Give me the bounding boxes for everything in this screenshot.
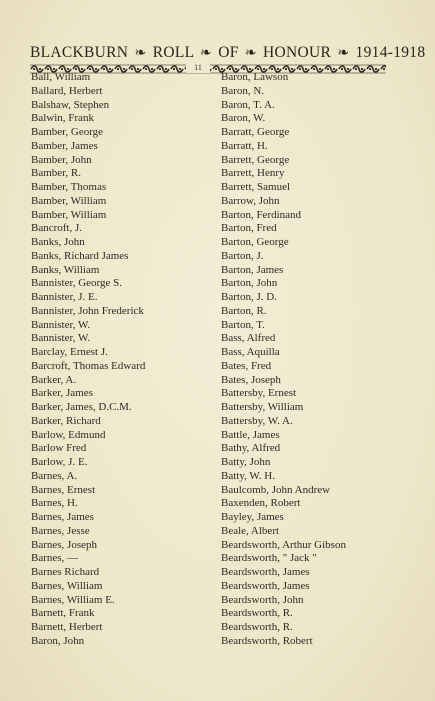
name-entry: Barnes, Jesse xyxy=(31,524,90,537)
name-entry: Barlow, J. E. xyxy=(31,456,88,468)
name-entry: Bannister, John Frederick xyxy=(31,304,144,317)
name-entry: Baron, John xyxy=(31,634,85,647)
name-entry: Barnes Richard xyxy=(31,566,100,578)
name-entry: Barrett, George xyxy=(221,153,290,166)
name-entry: Beardsworth, R. xyxy=(221,621,293,633)
name-entry: Balwin, Frank xyxy=(31,112,94,125)
name-entry: Barlow Fred xyxy=(31,442,87,455)
fleuron-separator-icon: ❧ xyxy=(199,46,213,61)
name-entry: Barton, R. xyxy=(221,304,267,317)
name-entry: Barton, Ferdinand xyxy=(221,208,302,221)
name-entry: Barcroft, Thomas Edward xyxy=(31,359,146,372)
name-entry: Bannister, George S. xyxy=(31,277,123,290)
name-entry: Baulcomb, John Andrew xyxy=(221,483,331,496)
name-entry: Batty, John xyxy=(221,456,271,468)
name-entry: Barrett, Henry xyxy=(221,167,285,180)
name-entry: Barnett, Herbert xyxy=(31,621,103,633)
name-entry: Ball, William xyxy=(31,71,91,83)
name-entry: Balshaw, Stephen xyxy=(31,98,110,111)
name-entry: Barnes, William E. xyxy=(31,593,115,606)
name-entry: Bamber, Thomas xyxy=(31,181,107,193)
name-entry: Barnes, James xyxy=(31,511,94,523)
name-entry: Bass, Alfred xyxy=(221,332,276,345)
name-entry: Barton, John xyxy=(221,277,278,290)
name-entry: Baron, Lawson xyxy=(221,71,289,83)
name-entry: Bannister, W. xyxy=(31,332,91,345)
names-column-right xyxy=(221,71,346,649)
name-entry: Barrett, Samuel xyxy=(221,181,291,193)
name-entry: Barker, James xyxy=(31,387,93,400)
name-entry: Beale, Albert xyxy=(221,524,280,537)
name-entry: Barlow, Edmund xyxy=(31,428,106,441)
name-entry: Barker, James, D.C.M. xyxy=(31,401,132,413)
name-entry: Bates, Fred xyxy=(221,359,272,372)
name-entry: Barton, George xyxy=(221,236,289,248)
name-entry: Beardsworth, Arthur Gibson xyxy=(221,538,346,551)
name-entry: Bannister, J. E. xyxy=(31,291,98,303)
name-entry: Barton, T. xyxy=(221,318,265,331)
name-entry: Beardsworth, James xyxy=(221,579,310,592)
name-entry: Barnes, Ernest xyxy=(31,483,96,496)
name-entry: Banks, John xyxy=(31,236,85,248)
name-entry: Barnett, Frank xyxy=(31,607,95,620)
name-entry: Bates, Joseph xyxy=(221,373,281,386)
name-entry: Barton, James xyxy=(221,263,284,276)
name-entry: Barton, J. xyxy=(221,249,264,262)
name-entry: Barnes, Joseph xyxy=(31,538,97,551)
name-entry: Beardsworth, Robert xyxy=(221,634,313,647)
name-entry: Bamber, James xyxy=(31,139,98,152)
name-entry: Beardsworth, James xyxy=(221,566,310,578)
name-entry: Baron, T. A. xyxy=(221,98,275,111)
title-word-roll: ROLL xyxy=(152,44,194,61)
name-entry: Bancroft, J. xyxy=(31,222,83,235)
name-entry: Barton, J. D. xyxy=(221,291,277,303)
name-entry: Ballard, Herbert xyxy=(31,84,103,97)
fleuron-separator-icon: ❧ xyxy=(244,46,257,61)
name-entry: Barclay, Ernest J. xyxy=(31,346,108,358)
title-years: 1914-1918 xyxy=(355,44,426,61)
name-entry: Battersby, W. A. xyxy=(221,414,293,427)
page-title xyxy=(30,44,426,62)
name-entry: Beardsworth, R. xyxy=(221,607,293,620)
name-entry: Bamber, George xyxy=(31,126,104,138)
name-entry: Barker, Richard xyxy=(31,414,101,427)
title-word-of: OF xyxy=(218,44,239,61)
name-entry: Barnes, H. xyxy=(31,497,78,510)
name-entry: Beardsworth, John xyxy=(221,593,304,606)
name-entry: Barnes, William xyxy=(31,579,103,592)
page-number: 11 xyxy=(186,63,210,73)
name-entry: Batty, W. H. xyxy=(221,469,275,482)
name-entry: Beardsworth, " Jack " xyxy=(221,552,317,565)
name-entry: Barnes, — xyxy=(31,552,79,565)
name-entry: Baron, W. xyxy=(221,112,266,125)
name-entry: Baron, N. xyxy=(221,84,265,97)
name-entry: Bamber, R. xyxy=(31,167,81,180)
name-entry: Bamber, William xyxy=(31,208,107,221)
name-entry: Battersby, William xyxy=(221,401,304,413)
name-entry: Bannister, W. xyxy=(31,318,91,331)
name-entry: Bamber, John xyxy=(31,153,92,166)
name-entry: Barratt, H. xyxy=(221,139,268,152)
name-entry: Bamber, William xyxy=(31,194,107,207)
name-entry: Barnes, A. xyxy=(31,469,78,482)
title-word-honour: HONOUR xyxy=(263,44,332,61)
name-entry: Bathy, Alfred xyxy=(221,442,281,455)
name-entry: Bayley, James xyxy=(221,511,284,523)
name-entry: Barker, A. xyxy=(31,373,77,386)
name-entry: Battle, James xyxy=(221,428,280,441)
name-entry: Barton, Fred xyxy=(221,222,277,235)
name-entry: Battersby, Ernest xyxy=(221,387,297,400)
name-entry: Banks, William xyxy=(31,263,100,276)
fleuron-separator-icon: ❧ xyxy=(337,46,350,61)
name-entry: Barratt, George xyxy=(221,126,290,138)
name-entry: Baxenden, Robert xyxy=(221,497,301,510)
name-entry: Bass, Aquilla xyxy=(221,346,280,358)
title-word-blackburn: BLACKBURN xyxy=(30,44,129,61)
fleuron-separator-icon: ❧ xyxy=(134,46,147,61)
name-entry: Banks, Richard James xyxy=(31,249,129,262)
name-entry: Barrow, John xyxy=(221,194,280,207)
names-column-left xyxy=(31,71,145,649)
